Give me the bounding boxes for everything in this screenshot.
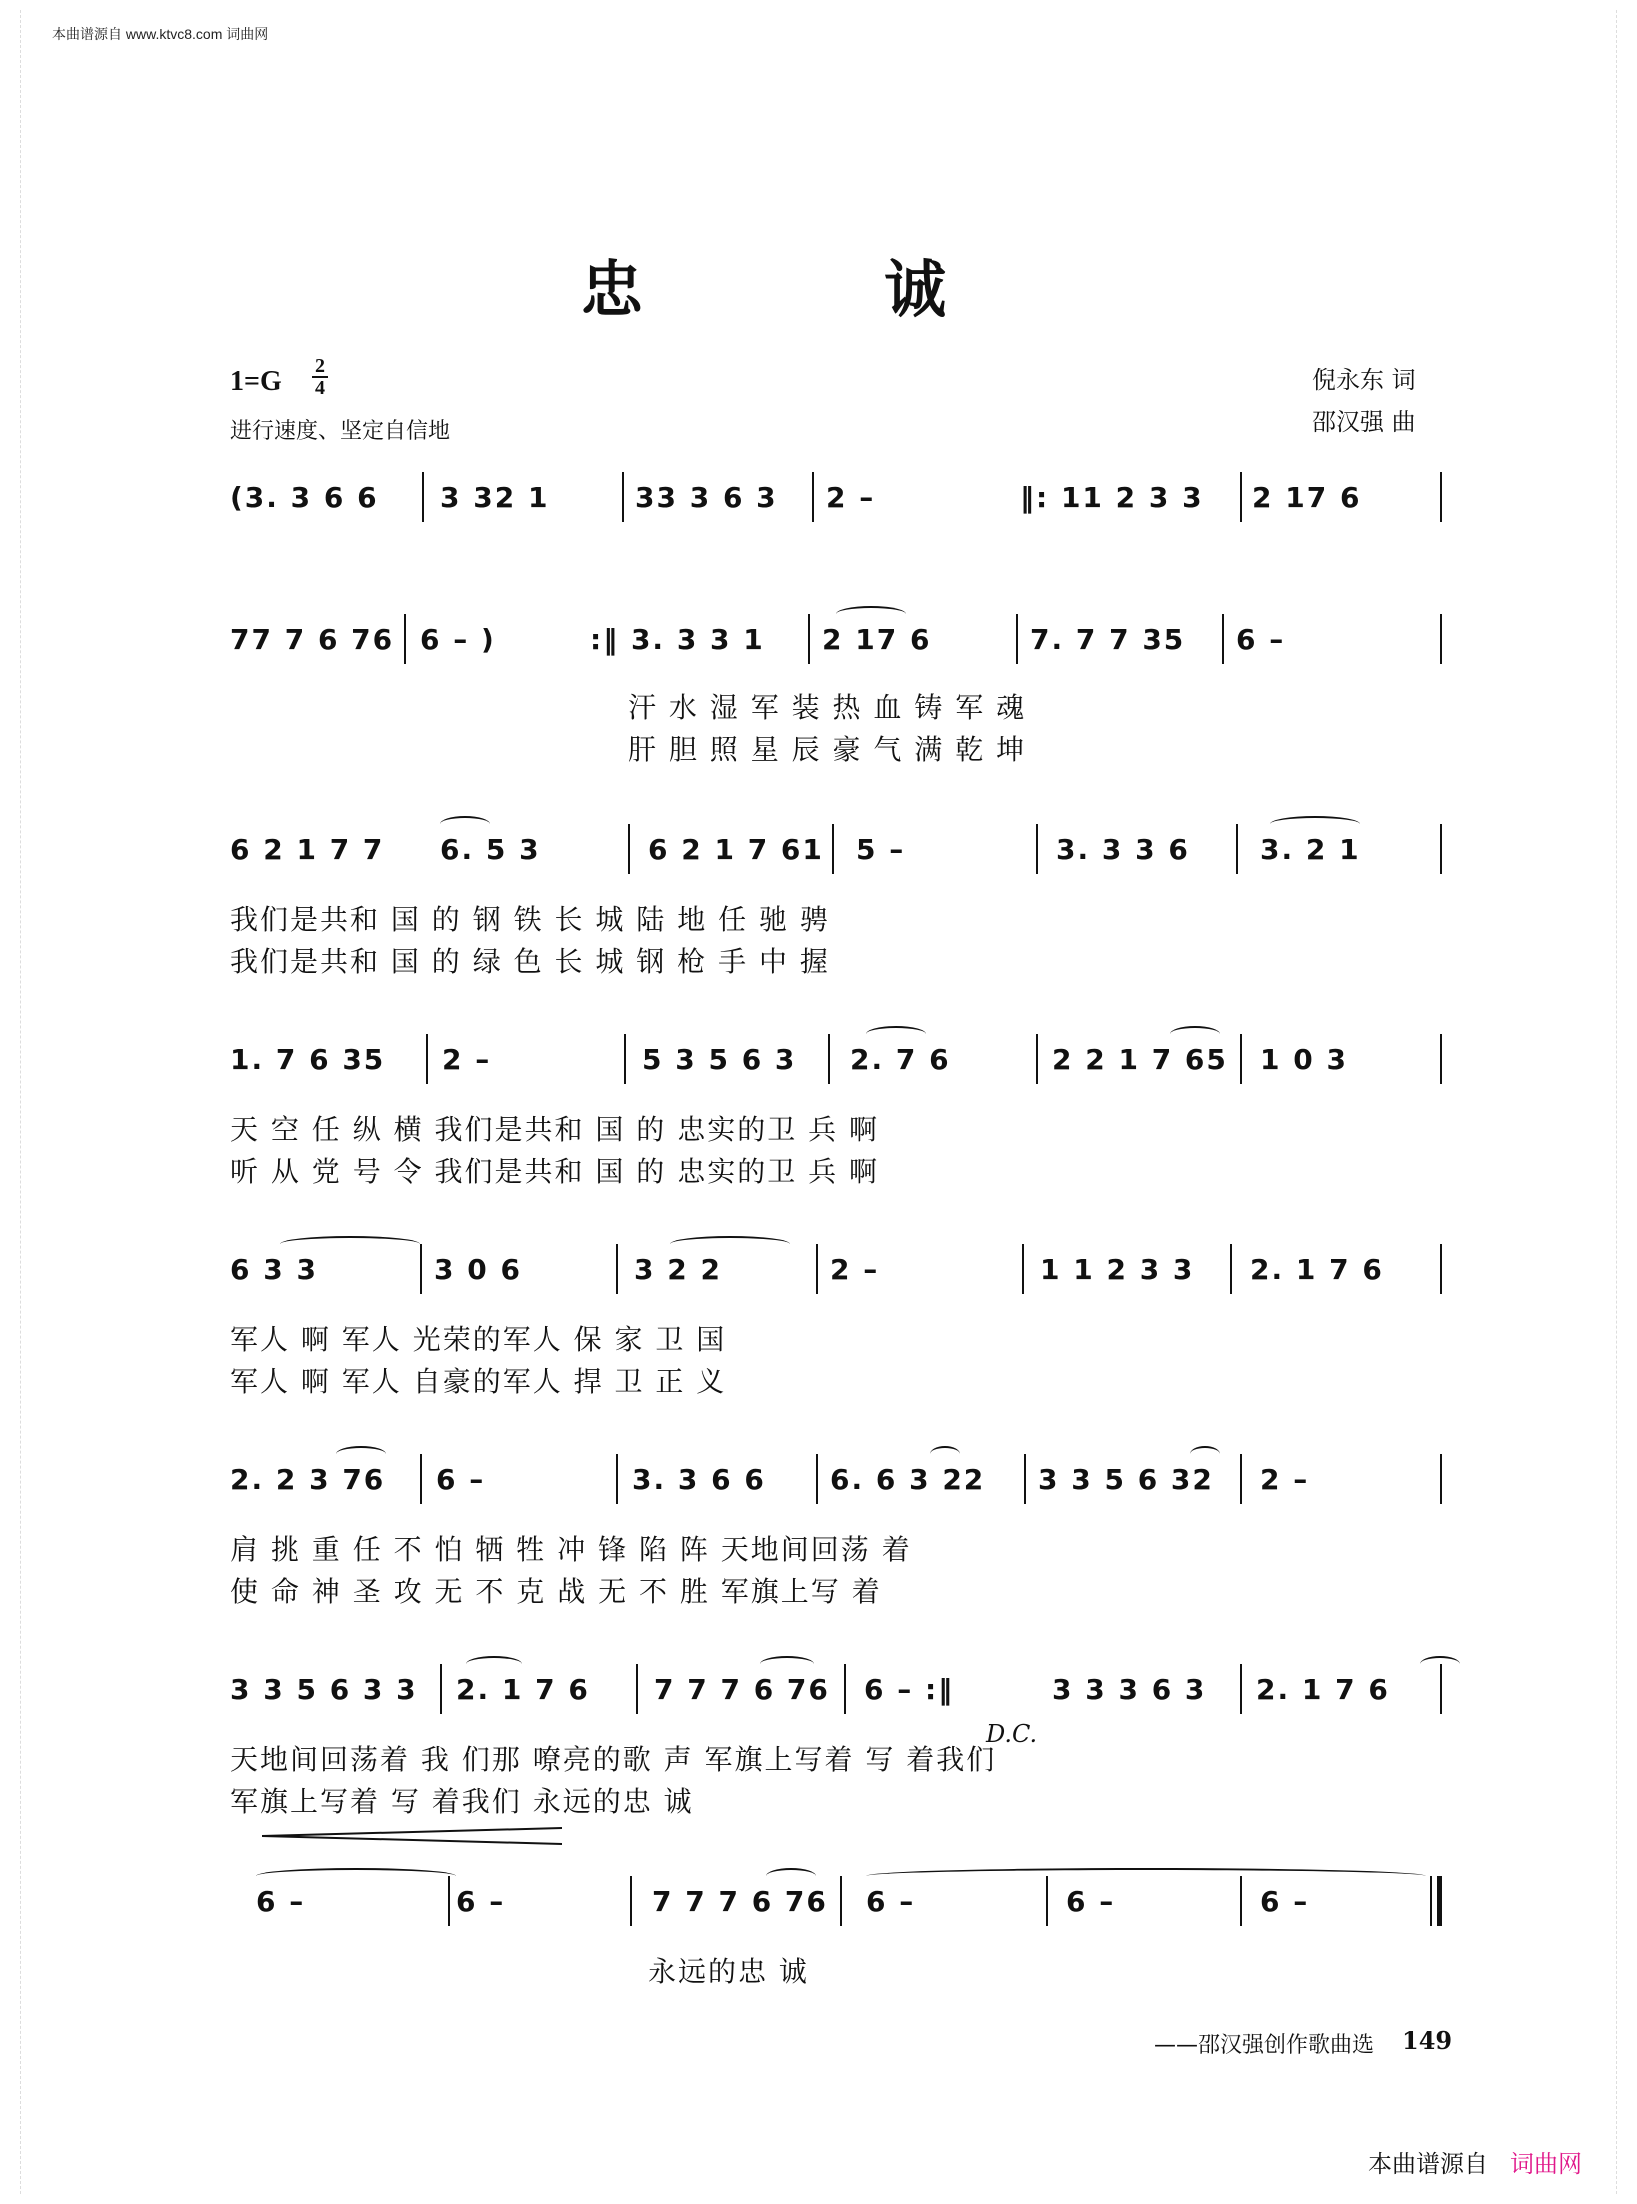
measure: 6 –: [1236, 623, 1286, 656]
barline: [628, 824, 630, 874]
measure: 2 2 1 7 65: [1052, 1043, 1228, 1076]
measure: 2. 2 3 76: [230, 1463, 386, 1496]
lyric-line: 我们是共和 国 的 钢 铁 长 城 陆 地 任 驰 骋: [230, 903, 830, 936]
measure: 7 7 7 6 76: [654, 1673, 830, 1706]
measure: 77 7 6 76: [230, 623, 395, 656]
measure: 6. 6 3 22: [830, 1463, 986, 1496]
barline: [440, 1664, 442, 1714]
barline: [422, 472, 424, 522]
barline: [816, 1244, 818, 1294]
measure: 6. 5 3: [440, 833, 541, 866]
final-barline: [1437, 1876, 1442, 1926]
measure: 6 – ): [420, 623, 496, 656]
measure: 1. 7 6 35: [230, 1043, 386, 1076]
barline: [1440, 824, 1442, 874]
barline: [1430, 1876, 1432, 1926]
measure: 1 0 3: [1260, 1043, 1348, 1076]
barline: [816, 1454, 818, 1504]
lyric-line: 军旗上写着 写 着我们 永远的忠 诚: [230, 1785, 694, 1818]
barline: [812, 472, 814, 522]
score-system-4: [230, 1030, 1442, 1090]
book-title: ——邵汉强创作歌曲选: [1154, 2033, 1375, 2058]
barline: [420, 1454, 422, 1504]
lyric-line: 肩 挑 重 任 不 怕 牺 牲 冲 锋 陷 阵 天地间回荡 着: [230, 1533, 912, 1566]
score-system-6: [230, 1450, 1442, 1510]
barline: [1230, 1244, 1232, 1294]
barline: [1236, 824, 1238, 874]
brand-source: 本曲谱源自: [1368, 2150, 1488, 2178]
barline: [1036, 824, 1038, 874]
measure: 3. 3 6 6: [632, 1463, 766, 1496]
barline: [1240, 1034, 1242, 1084]
barline: [404, 614, 406, 664]
score-system-5: [230, 1240, 1442, 1300]
barline: [1440, 1454, 1442, 1504]
barline: [1440, 1244, 1442, 1294]
measure: 2. 1 7 6: [1256, 1673, 1390, 1706]
measure: 6 –: [256, 1885, 306, 1918]
page-number: 149: [1402, 2026, 1453, 2055]
composer: 邵汉强 曲: [1312, 408, 1416, 436]
lyric-line: 肝 胆 照 星 辰 豪 气 满 乾 坤: [628, 733, 1027, 766]
measure: (3. 3 6 6: [230, 481, 379, 514]
tempo-marking: 进行速度、坚定自信地: [230, 419, 451, 444]
barline: [1240, 1876, 1242, 1926]
barline: [808, 614, 810, 664]
measure: 3 0 6: [434, 1253, 522, 1286]
right-margin-strip: [1616, 10, 1633, 2194]
lyric-line: 听 从 党 号 令 我们是共和 国 的 忠实的卫 兵 啊: [230, 1155, 880, 1188]
barline: [1440, 1034, 1442, 1084]
lyric-line: 我们是共和 国 的 绿 色 长 城 钢 枪 手 中 握: [230, 945, 830, 978]
score-system-8: [230, 1872, 1442, 1932]
measure: 2 17 6: [1252, 481, 1362, 514]
barline: [1240, 1664, 1242, 1714]
measure: 6 –: [456, 1885, 506, 1918]
measure: 6 3 3: [230, 1253, 318, 1286]
barline: [1440, 614, 1442, 664]
measure: 2. 1 7 6: [456, 1673, 590, 1706]
measure: 3 3 5 6 3 3: [230, 1673, 418, 1706]
barline: [1036, 1034, 1038, 1084]
hairpin-icon: [262, 1826, 562, 1846]
barline: [426, 1034, 428, 1084]
header-source: 本曲谱源自 www.ktvc8.com 词曲网: [52, 26, 269, 42]
measure: 6 2 1 7 7: [230, 833, 385, 866]
time-signature-bottom: 4: [315, 377, 325, 399]
barline: [616, 1244, 618, 1294]
measure: 33 3 6 3: [635, 481, 778, 514]
barline: [636, 1664, 638, 1714]
barline: [622, 472, 624, 522]
left-margin-strip: [4, 10, 21, 2194]
barline: [1046, 1876, 1048, 1926]
barline: [1222, 614, 1224, 664]
measure: 3 2 2: [634, 1253, 722, 1286]
barline: [630, 1876, 632, 1926]
barline: [828, 1034, 830, 1084]
barline: [832, 824, 834, 874]
lyric-line: 汗 水 湿 军 装 热 血 铸 军 魂: [628, 691, 1027, 724]
score-system-2: [230, 610, 1442, 670]
barline: [1240, 472, 1242, 522]
measure: 3. 2 1: [1260, 833, 1361, 866]
lyric-line: 天 空 任 纵 横 我们是共和 国 的 忠实的卫 兵 啊: [230, 1113, 880, 1146]
song-title: 忠 诚: [580, 253, 1057, 326]
score-system-1: [230, 468, 1442, 528]
measure: 1 1 2 3 3: [1040, 1253, 1195, 1286]
barline: [448, 1876, 450, 1926]
measure: :‖ 3. 3 3 1: [590, 623, 765, 656]
measure: 6 –: [1260, 1885, 1310, 1918]
measure: 5 –: [856, 833, 906, 866]
barline: [624, 1034, 626, 1084]
measure: 6 –: [866, 1885, 916, 1918]
measure: 3. 3 3 6: [1056, 833, 1190, 866]
time-signature: [312, 356, 328, 398]
hairpin-upper-line: [262, 1828, 562, 1836]
measure: 2. 7 6: [850, 1043, 951, 1076]
measure: 6 – :‖: [864, 1673, 955, 1706]
measure: 5 3 5 6 3: [642, 1043, 797, 1076]
hairpin-lower-line: [262, 1836, 562, 1844]
measure: 7 7 7 6 76: [652, 1885, 828, 1918]
barline: [1240, 1454, 1242, 1504]
brand-site: 词曲网: [1510, 2150, 1582, 2178]
score-system-3: [230, 820, 1442, 880]
measure: 2. 1 7 6: [1250, 1253, 1384, 1286]
lyric-line: 永远的忠 诚: [648, 1955, 809, 1988]
lyric-line: 军人 啊 军人 自豪的军人 捍 卫 正 义: [230, 1365, 727, 1398]
barline: [1440, 472, 1442, 522]
barline: [1016, 614, 1018, 664]
barline: [1024, 1454, 1026, 1504]
measure: 3 3 5 6 32: [1038, 1463, 1214, 1496]
measure: 6 –: [1066, 1885, 1116, 1918]
measure: 3 3 3 6 3: [1052, 1673, 1207, 1706]
measure: 2 –: [1260, 1463, 1310, 1496]
measure: 2 17 6: [822, 623, 932, 656]
barline: [420, 1244, 422, 1294]
barline: [840, 1876, 842, 1926]
measure: 2 –: [826, 481, 876, 514]
dc-marking: D.C.: [986, 1720, 1038, 1748]
score-system-7: [230, 1660, 1442, 1720]
measure: 6 2 1 7 61: [648, 833, 824, 866]
time-signature-top: 2: [315, 355, 325, 377]
measure: ‖: 11 2 3 3: [1020, 481, 1204, 514]
barline: [1440, 1664, 1442, 1714]
lyricist: 倪永东 词: [1312, 366, 1416, 394]
barline: [844, 1664, 846, 1714]
lyric-line: 天地间回荡着 我 们那 嘹亮的歌 声 军旗上写着 写 着我们: [230, 1743, 997, 1776]
key-signature: 1=G: [230, 366, 282, 397]
slur: [866, 1868, 1426, 1884]
measure: 2 –: [442, 1043, 492, 1076]
lyric-line: 使 命 神 圣 攻 无 不 克 战 无 不 胜 军旗上写 着: [230, 1575, 882, 1608]
barline: [616, 1454, 618, 1504]
barline: [1022, 1244, 1024, 1294]
measure: 3 32 1: [440, 481, 550, 514]
lyric-line: 军人 啊 军人 光荣的军人 保 家 卫 国: [230, 1323, 727, 1356]
measure: 6 –: [436, 1463, 486, 1496]
measure: 7. 7 7 35: [1030, 623, 1186, 656]
measure: 2 –: [830, 1253, 880, 1286]
